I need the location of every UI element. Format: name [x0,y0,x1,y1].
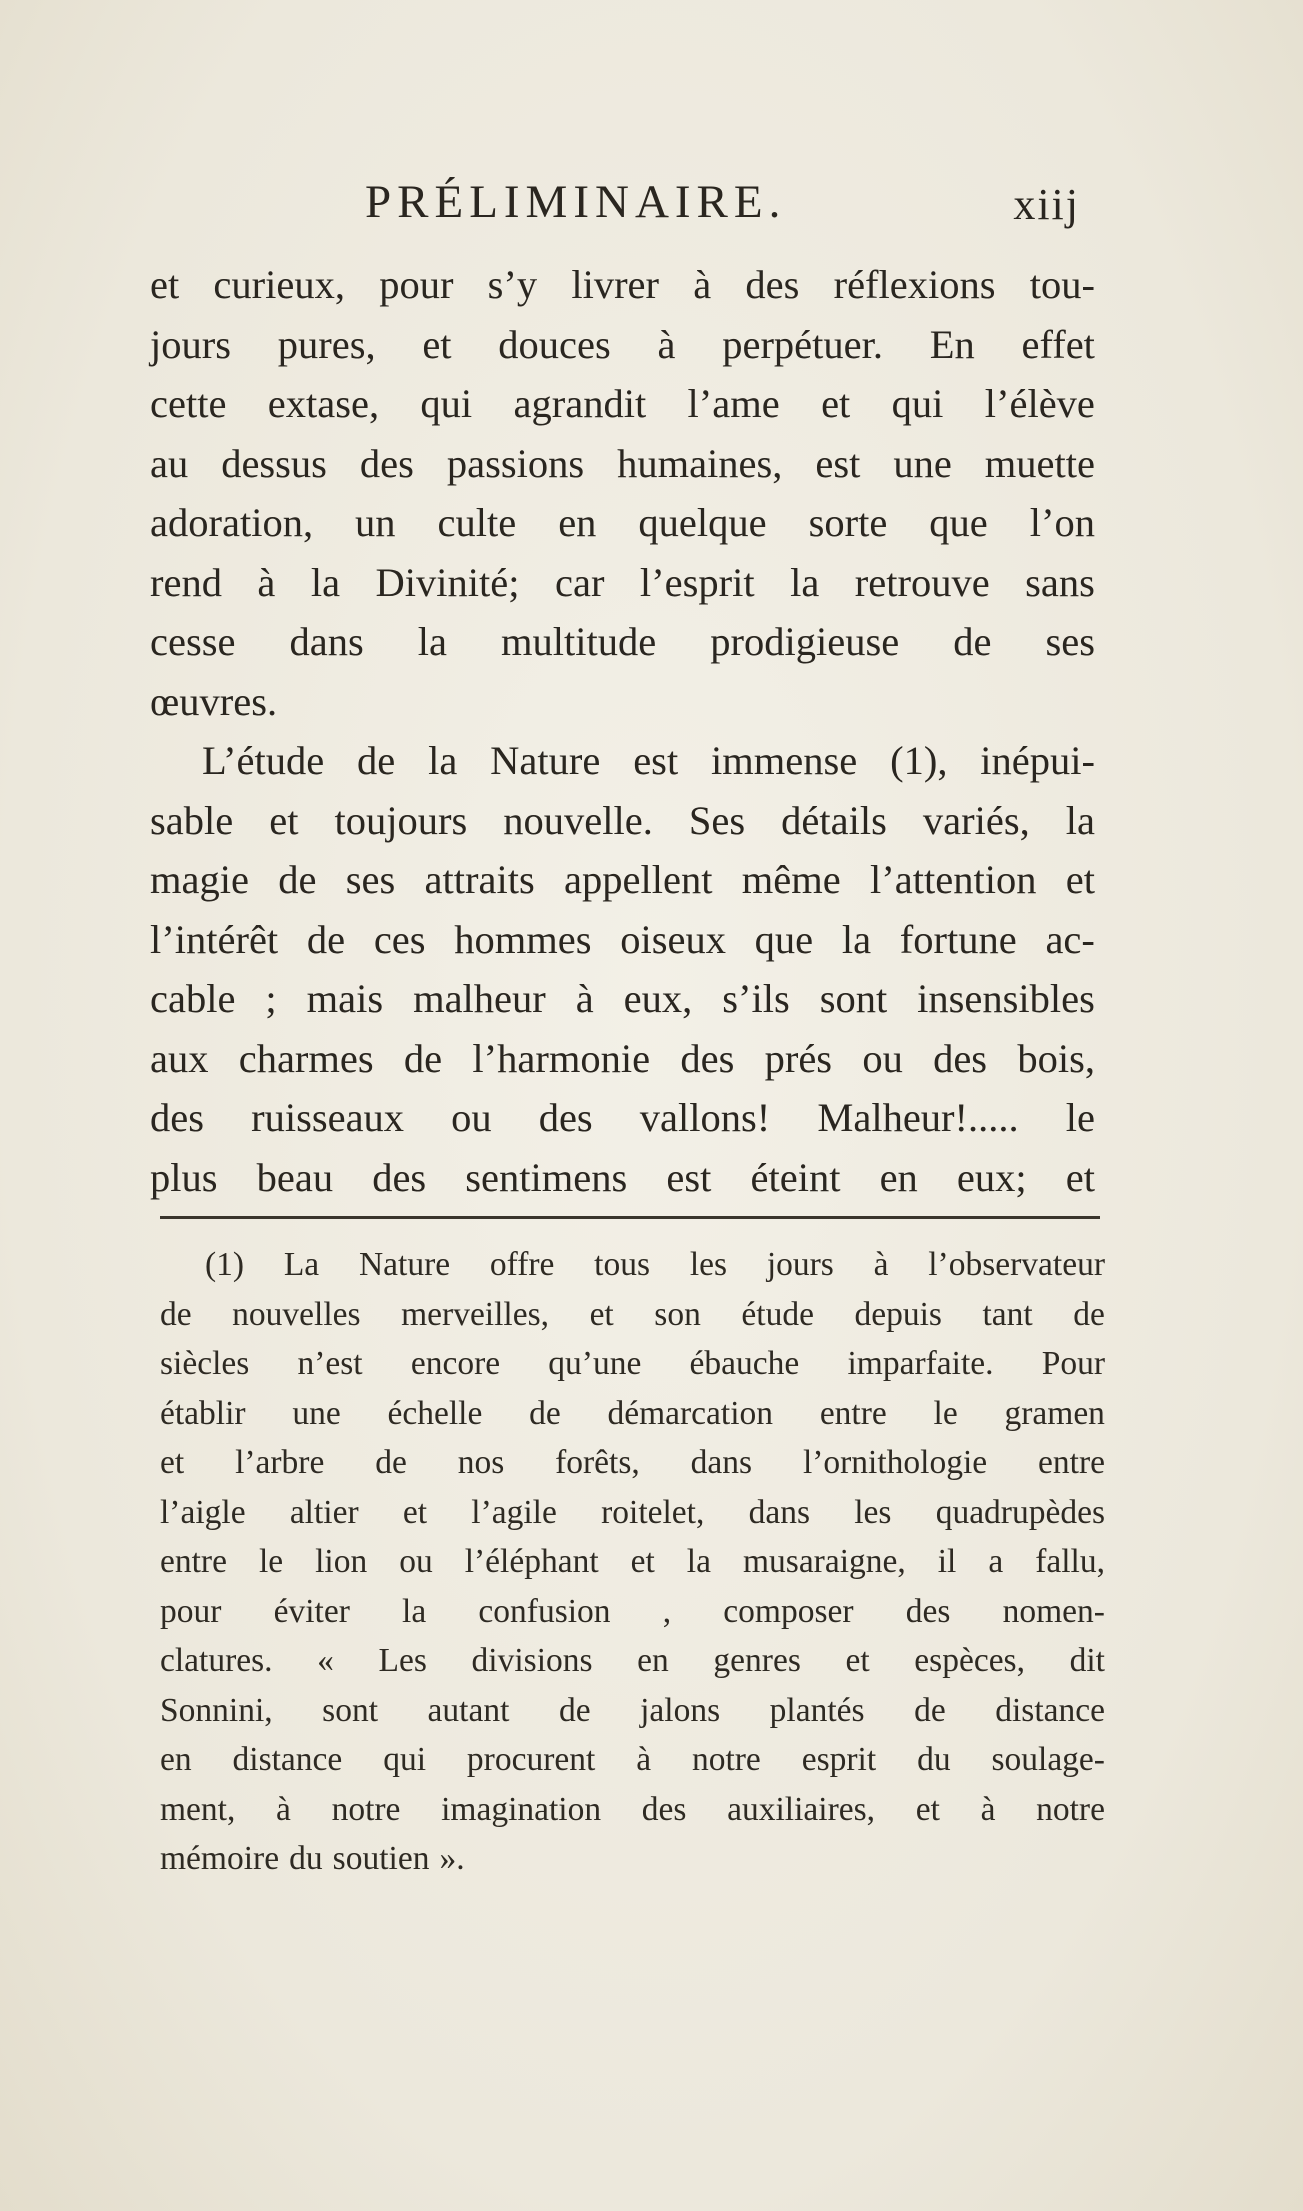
word: il [937,1543,957,1580]
word: son [654,1295,701,1333]
word: des [641,1790,687,1828]
word: sable [150,797,234,843]
word: Pour [1041,1345,1105,1382]
word: toujours [334,797,468,843]
body-line [150,493,1095,553]
word: pour [379,262,454,307]
word: la [1065,797,1095,843]
word: passions [446,440,585,486]
word: en [160,1741,192,1778]
word: altier [289,1493,359,1531]
word: nouvelles [232,1295,361,1333]
word: effet [1021,321,1095,367]
word: En [929,321,975,367]
word: nos [457,1444,505,1481]
word: la [402,1592,427,1630]
word: qui [420,381,473,426]
word: des [150,1095,204,1140]
word: du [917,1741,951,1778]
word: à [276,1790,291,1828]
word: ses [345,857,396,902]
word: adoration, [150,500,314,545]
word: jalons [640,1691,721,1729]
footnote-line [160,1686,1105,1736]
word: lion [315,1543,368,1580]
word: de [1073,1295,1105,1333]
footnote [160,1240,1105,1884]
word: dessus [221,440,327,486]
word: notre [1036,1790,1105,1828]
word: au [150,440,189,486]
word: soutien [332,1840,430,1877]
word: de [914,1691,946,1729]
word: une [292,1394,341,1432]
word: Nature [358,1246,451,1283]
word: variés, [922,797,1030,843]
word: confusion [478,1592,611,1630]
word: et [821,381,851,426]
word: l’ornithologie [802,1444,988,1481]
word: , [662,1592,672,1630]
word: jours [766,1246,834,1283]
word: à [657,321,676,367]
word: à [980,1790,996,1828]
word: l’arbre [235,1444,325,1481]
word: à [575,976,594,1021]
footnote-line [160,1438,1105,1488]
word: magie [150,857,249,902]
word: L’étude [202,738,325,783]
word: nouvelle. [503,797,653,843]
body-line [150,612,1095,672]
word: auxiliaires, [727,1790,876,1828]
word: même [741,857,841,902]
word: des [905,1592,951,1630]
footnote-line [160,1339,1105,1389]
word: entre [160,1543,227,1580]
word: est [815,440,861,486]
footnote-line [160,1389,1105,1439]
word: vallons! [639,1095,771,1140]
word: la [417,619,447,664]
word: les [854,1493,892,1531]
word: l’attention [870,857,1037,902]
word: culte [437,500,517,545]
body-line [150,672,1095,732]
word: éteint [750,1154,841,1200]
word: et [915,1790,940,1828]
word: en [879,1154,918,1200]
word: la [310,559,341,605]
word: dans [289,619,364,664]
word: est [666,1154,712,1200]
body-line [150,731,1095,791]
word: l’observateur [928,1246,1105,1283]
word: a [988,1543,1004,1580]
word: plantés [769,1691,865,1729]
word: un [355,500,396,545]
word: procurent [466,1741,596,1778]
word: imparfaite. [847,1345,994,1382]
word: à [693,262,712,307]
word: ses [1045,619,1095,664]
word: la [686,1543,711,1580]
word: quelque [638,500,767,545]
word: dans [690,1444,753,1481]
page-number: xiij [1013,180,1080,229]
footnote-line [160,1785,1105,1835]
word: sentimens [465,1154,628,1200]
word: soulage- [991,1741,1105,1778]
running-title: PRÉLIMINAIRE. [365,176,787,228]
word: cesse [150,619,236,664]
word: Malheur!..... [817,1095,1019,1140]
word: de [953,619,992,664]
word: des [538,1095,593,1140]
footnote-line [160,1834,1105,1884]
word: que [754,916,814,962]
word: ruisseaux [251,1095,405,1140]
word: des [372,1154,427,1200]
word: établir [160,1394,246,1432]
word: immense [711,738,858,783]
word: genres [713,1642,801,1679]
word: imagination [441,1790,602,1828]
footnote-line [160,1290,1105,1340]
word: et [1065,857,1095,902]
word: (1), [890,738,948,783]
word: ou [451,1095,492,1140]
word: l’élève [984,381,1095,426]
word: que [929,500,988,545]
word: roitelet, [601,1493,705,1531]
word: « [317,1642,334,1679]
body-line [150,969,1095,1029]
body-line [150,1088,1095,1148]
body-line [150,434,1095,494]
word: de [558,1691,591,1729]
word: car [555,559,605,605]
word: et [589,1295,614,1333]
word: charmes [238,1035,374,1081]
word: La [283,1246,320,1283]
word: sont [322,1691,379,1729]
body-line [150,791,1095,851]
footnote-line [160,1587,1105,1637]
word: mémoire [160,1840,280,1877]
word: gramen [1004,1394,1105,1432]
word: merveilles, [401,1295,550,1333]
word: des [933,1035,988,1081]
footnote-line [160,1240,1105,1290]
word: sans [1025,559,1095,605]
word: espèces, [914,1642,1025,1679]
footnote-line [160,1488,1105,1538]
word: dit [1069,1642,1105,1679]
word: multitude [500,619,657,664]
word: sorte [808,500,888,545]
word: autant [427,1691,510,1729]
word: de [403,1035,443,1081]
word: livrer [571,262,660,307]
word: échelle [387,1394,483,1432]
word: en [637,1642,669,1679]
word: offre [489,1246,555,1283]
word: nomen- [1002,1592,1105,1630]
word: eux, [623,976,693,1021]
word: l’intérêt [150,916,279,962]
word: tous [594,1246,651,1283]
word: agrandit [513,381,647,426]
word: prés [764,1035,833,1081]
word: Les [378,1642,427,1679]
footnote-line [160,1735,1105,1785]
word: la [428,738,458,783]
word: divisions [471,1642,593,1679]
word: les [689,1246,728,1283]
word: et [150,262,180,307]
word: beau [256,1154,334,1200]
footnote-separator-rule [160,1216,1100,1219]
word: de [160,1295,192,1333]
word: esprit [801,1741,877,1778]
footnote-line [160,1537,1105,1587]
word: qui [383,1741,427,1778]
word: la [790,559,820,605]
word: l’esprit [639,559,755,605]
word: appellent [564,857,713,902]
word: et [630,1543,655,1580]
word: de [357,738,396,783]
word: en [558,500,597,545]
word: Divinité; [375,559,520,605]
word: et [402,1493,428,1531]
word: fallu, [1035,1543,1105,1580]
word: mais [306,976,384,1021]
word: cable [150,976,236,1021]
word: à [257,559,276,605]
word: la [841,916,872,962]
word: de [375,1444,407,1481]
word: pures, [277,321,376,367]
word: l’on [1029,500,1095,545]
word: le [933,1394,958,1432]
word: à [636,1741,652,1778]
word: tant [982,1295,1033,1333]
word: ment, [160,1790,236,1828]
word: tou- [1029,262,1095,307]
word: hommes [454,916,592,962]
word: démarcation [607,1394,774,1432]
word: quadrupèdes [935,1493,1105,1531]
word: est [633,738,679,783]
main-text [150,255,1095,1207]
word: forêts, [555,1444,640,1481]
word: Sonnini, [160,1691,273,1729]
word: le [1065,1095,1095,1140]
body-line [150,255,1095,315]
word: encore [410,1345,501,1382]
word: ; [265,976,277,1021]
word: s’y [487,262,538,307]
word: entre [819,1394,887,1432]
word: retrouve [854,559,990,605]
word: et [160,1444,185,1481]
word: du [289,1840,323,1877]
word: clatures. [160,1642,273,1679]
word: l’harmonie [472,1035,651,1081]
word: insensibles [917,976,1095,1021]
word: étude [741,1295,814,1333]
word: ou [862,1035,903,1081]
page-header [150,175,1100,245]
word: distance [232,1741,343,1778]
word: jours [150,321,231,367]
word: muette [984,440,1095,486]
word: (1) [205,1246,245,1283]
body-line [150,1148,1095,1208]
word: notre [331,1790,401,1828]
word: l’éléphant [464,1543,599,1580]
word: détails [781,797,887,843]
word: aux [150,1035,209,1081]
word: douces [498,321,611,367]
word: Nature [490,738,601,783]
word: distance [995,1691,1105,1729]
word: et [422,321,452,367]
word: attraits [424,857,535,902]
word: notre [691,1741,761,1778]
word: n’est [297,1345,363,1382]
word: le [258,1543,284,1580]
word: de [529,1394,561,1432]
word: de [278,857,317,902]
word: l’ame [687,381,780,426]
word: ac- [1045,916,1095,962]
word: curieux, [213,262,345,307]
word: rend [150,559,222,605]
word: de [306,916,346,962]
word: l’aigle [160,1493,246,1531]
word: musaraigne, [742,1543,906,1580]
word: qui [891,381,944,426]
body-line [150,850,1095,910]
word: réflexions [833,262,996,307]
word: malheur [413,976,546,1021]
word: prodigieuse [710,619,900,664]
body-line [150,910,1095,970]
word: des [745,262,800,307]
word: des [359,440,414,486]
body-line [150,1029,1095,1089]
word: des [680,1035,735,1081]
word: sont [819,976,888,1021]
word: fortune [899,916,1017,962]
word: et [1065,1154,1095,1200]
word: et [269,797,299,843]
word: plus [150,1154,218,1200]
word: dans [748,1493,810,1531]
body-line [150,374,1095,434]
word: pour [160,1592,222,1630]
word: bois, [1017,1035,1095,1081]
word: l’agile [471,1493,557,1531]
word: oiseux [620,916,726,962]
word: et [845,1642,870,1679]
footnote-line [160,1636,1105,1686]
word: depuis [854,1295,942,1333]
word: œuvres. [150,678,278,724]
word: inépui- [980,738,1095,783]
word: éviter [273,1592,350,1630]
word: Ses [688,797,746,843]
word: ébauche [689,1345,800,1382]
word: ou [399,1543,433,1580]
word: s’ils [722,976,790,1021]
word: ces [373,916,426,962]
word: perpétuer. [722,321,884,367]
word: humaines, [617,440,783,486]
word: ». [439,1840,465,1877]
word: composer [723,1592,854,1630]
word: siècles [160,1345,250,1382]
body-line [150,553,1095,613]
word: une [893,440,952,486]
word: qu’une [548,1345,642,1382]
word: extase, [267,381,380,426]
word: à [873,1246,889,1283]
word: entre [1038,1444,1105,1481]
word: eux; [956,1154,1027,1200]
body-line [150,315,1095,375]
word: cette [150,381,227,426]
